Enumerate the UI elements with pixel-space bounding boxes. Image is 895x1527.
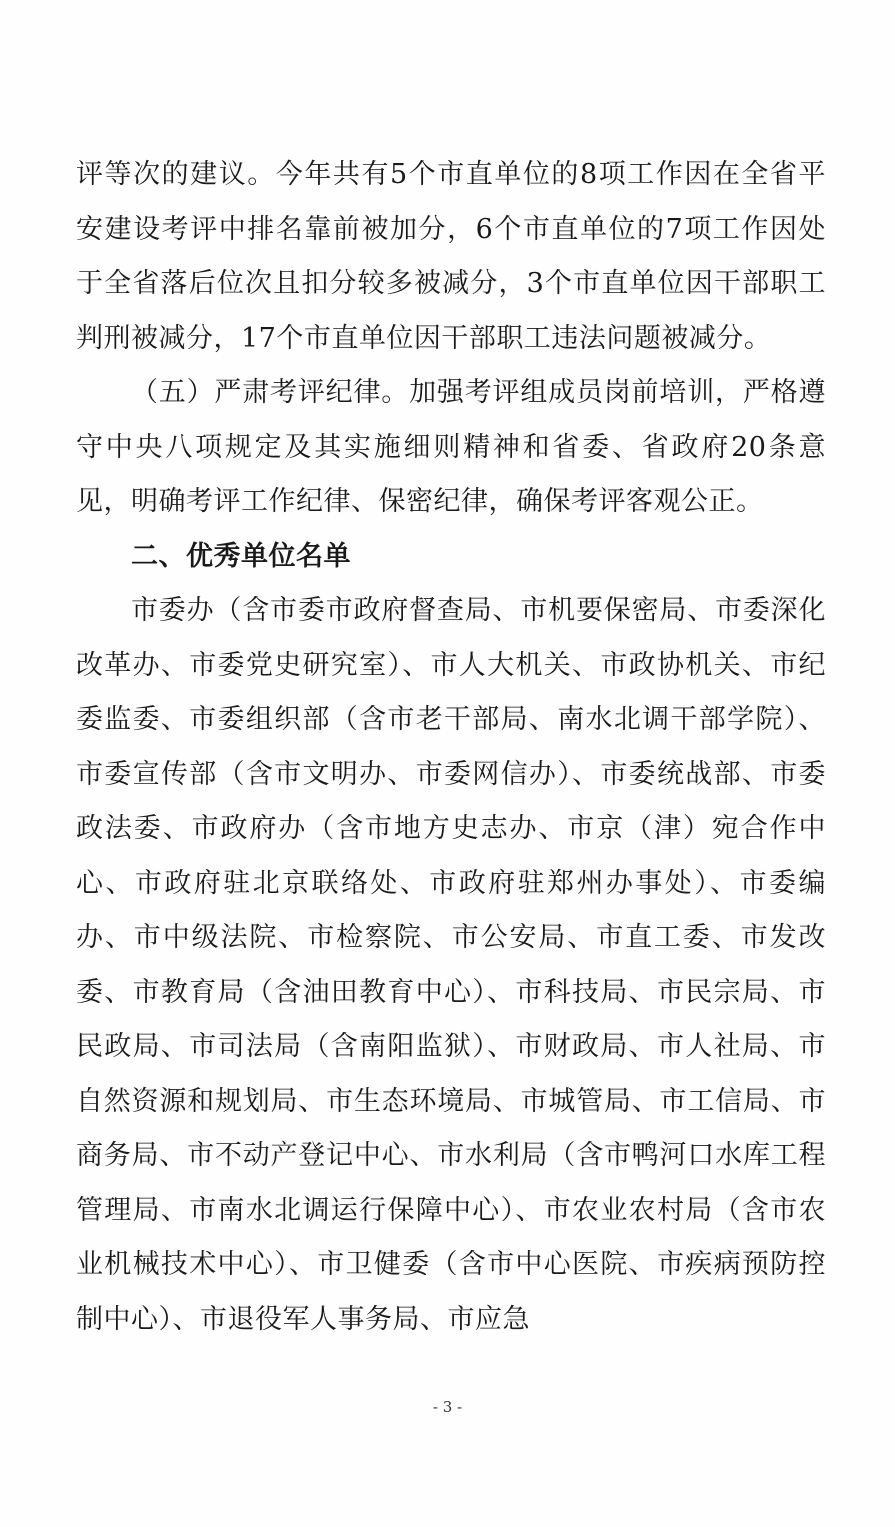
section-heading-excellent-units: 二、优秀单位名单 <box>131 540 351 572</box>
paragraph-excellent-units-list: 市委办（含市委市政府督查局、市机要保密局、市委深化改革办、市委党史研究室）、市人大机关、市政协机关、市纪委监委、市委组织部（含市老干部局、南水北调干部学院）、市委宣传部（含市文明办、市委网信办）、市委统战部、市委政法委、市政府办（含市地方史志办、市京（津）宛合作中心、市政府驻北京联络处、市政府驻郑州办事处）、市委编办、市中级法院、市检察院、市公安局、市直工委、市发改委、市教育局（含油田教育中心）、市科技局、市民宗局、市民政局、市司法局（含南阳监狱）、市财政局、市人社局、市自然资源和规划局、市生态环境局、市城管局、市工信局、市商务局、市不动产登记中心、市水利局（含市鸭河口水库工程管理局、市南水北调运行保障中心）、市农业农村局（含市农业机械技术中心）、市卫健委（含市中心医院、市疾病预防控制中心）、市退役军人事务局、市应急 <box>76 595 826 1335</box>
page-number: - 3 - <box>432 1398 463 1416</box>
paragraph-evaluation-adjustments: 评等次的建议。今年共有5个市直单位的8项工作因在全省平安建设考评中排名靠前被加分，6个市直单位的7项工作因处于全省落后位次且扣分较多被减分，3个市直单位因干部职工判刑被减分，17个市直单位因干部职工违法问题被减分。 <box>76 159 826 354</box>
paragraph-evaluation-discipline: （五）严肃考评纪律。加强考评组成员岗前培训，严格遵守中央八项规定及其实施细则精神和省委、省政府20条意见，明确考评工作纪律、保密纪律，确保考评客观公正。 <box>76 377 826 517</box>
document-body <box>76 148 826 1347</box>
